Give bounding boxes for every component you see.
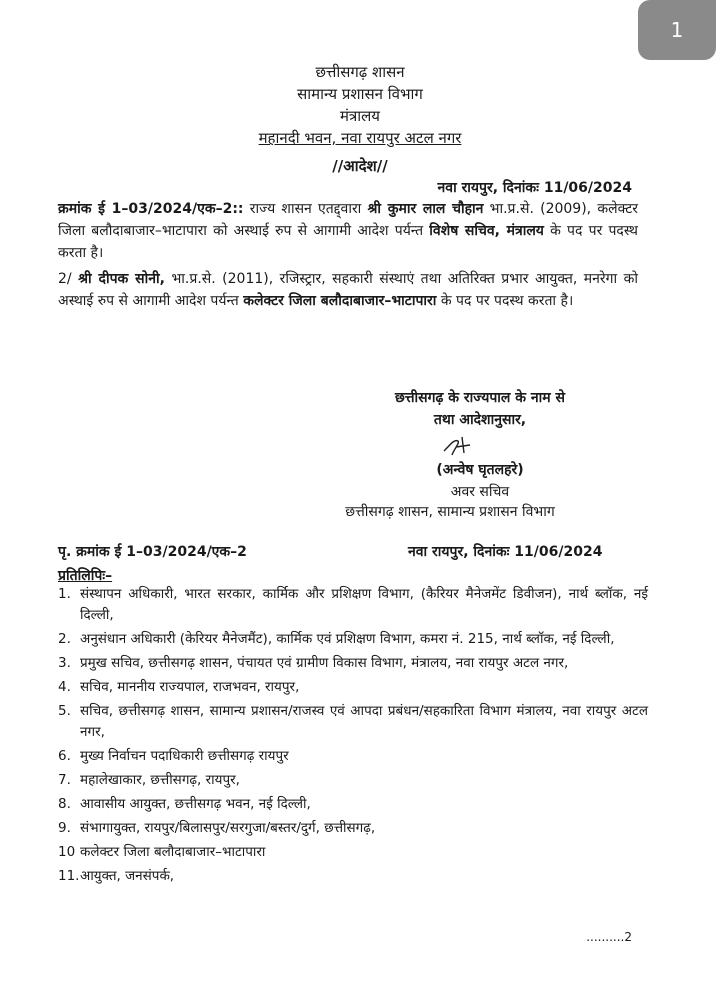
list-item-number: 8. xyxy=(58,796,71,812)
list-item xyxy=(58,701,648,743)
header-department: सामान्य प्रशासन विभाग xyxy=(297,85,423,103)
officer-name-2: श्री दीपक सोनी, xyxy=(78,271,165,287)
list-item-number: 11. xyxy=(58,868,80,884)
list-item-number: 4. xyxy=(58,679,71,695)
list-item-text: प्रमुख सचिव, छत्तीसगढ़ शासन, पंचायत एवं ग्रामीण विकास विभाग, मंत्रालय, नवा रायपुर अटल नगर, xyxy=(80,655,569,671)
list-item-number: 10 xyxy=(58,844,76,860)
para1-text-2: भा.प्र.से. (2009), कलेक्टर जिला बलौदाबाजार–भाटापारा को अस्थाई रुप से आगामी आदेश पर्यन्त xyxy=(58,201,638,239)
para2-text-2: के पद पर पदस्थ करता है। xyxy=(436,293,574,309)
order-paragraph-2 xyxy=(58,268,638,312)
copy-recipient-list xyxy=(58,584,648,890)
officer-name-1: श्री कुमार लाल चौहान xyxy=(367,201,484,217)
list-item-number: 7. xyxy=(58,772,71,788)
endorsement-place-date: नवा रायपुर, दिनांकः 11/06/2024 xyxy=(408,544,603,560)
list-item-text: आवासीय आयुक्त, छत्तीसगढ़ भवन, नई दिल्ली, xyxy=(80,796,311,812)
list-item-text: मुख्य निर्वाचन पदाधिकारी छत्तीसगढ़ रायपुर xyxy=(80,748,289,764)
list-item-text: महालेखाकार, छत्तीसगढ़, रायपुर, xyxy=(80,772,240,788)
para2-number: 2/ xyxy=(58,271,79,287)
list-item-number: 9. xyxy=(58,820,71,836)
list-item xyxy=(58,653,648,674)
list-item xyxy=(58,866,648,887)
list-item-text: आयुक्त, जनसंपर्क, xyxy=(80,868,175,884)
list-item-text: अनुसंधान अधिकारी (केरियर मैनेजमैंट), कार्मिक एवं प्रशिक्षण विभाग, कमरा नं. 215, नार्थ ब्लॉक, नई दिल्ली, xyxy=(80,631,615,647)
list-item xyxy=(58,842,648,863)
para1-text-1: राज्य शासन एतद्द्वारा xyxy=(243,201,368,217)
list-item xyxy=(58,818,648,839)
list-item-text: संस्थापन अधिकारी, भारत सरकार, कार्मिक और प्रशिक्षण विभाग, (कैरियर मैनेजमेंट डिवीजन), नार्थ ब्लॉक, नई दिल्ली, xyxy=(80,586,648,623)
posting-1: विशेष सचिव, मंत्रालय xyxy=(429,223,544,239)
page-continuation-marker: ..........2 xyxy=(586,930,632,944)
list-item xyxy=(58,746,648,767)
list-item-number: 6. xyxy=(58,748,71,764)
order-paragraph-1 xyxy=(58,198,638,264)
posting-2: कलेक्टर जिला बलौदाबाजार–भाटापारा xyxy=(243,293,437,309)
authority-line-1: छत्तीसगढ़ के राज्यपाल के नाम से xyxy=(395,390,565,406)
header-address: महानदी भवन, नवा रायपुर अटल नगर xyxy=(258,129,462,147)
list-item xyxy=(58,677,648,698)
copy-to-heading: प्रतिलिपिः– xyxy=(58,568,113,584)
header-govt: छत्तीसगढ़ शासन xyxy=(315,63,405,81)
list-item xyxy=(58,770,648,791)
para2-text-1: भा.प्र.से. (2011), रजिस्ट्रार, सहकारी संस्थाएं तथा अतिरिक्त प्रभार आयुक्त, मनरेगा को अस्थाई रुप से आगामी आदेश पर्यन्त xyxy=(58,271,638,309)
list-item-text: संभागायुक्त, रायपुर/बिलासपुर/सरगुजा/बस्तर/दुर्ग, छत्तीसगढ़, xyxy=(80,820,376,836)
list-item-number: 3. xyxy=(58,655,71,671)
order-title: //आदेश// xyxy=(332,157,388,175)
list-item-number: 2. xyxy=(58,631,71,647)
signatory-department: छत्तीसगढ़ शासन, सामान्य प्रशासन विभाग xyxy=(345,504,555,520)
signatory-designation: अवर सचिव xyxy=(450,484,510,500)
header-ministry: मंत्रालय xyxy=(339,107,380,125)
para1-text-3: के पद पर पदस्थ करता है। xyxy=(58,223,638,261)
list-item xyxy=(58,794,648,815)
list-item-text: सचिव, माननीय राज्यपाल, राजभवन, रायपुर, xyxy=(80,679,300,695)
order-place-date: नवा रायपुर, दिनांकः 11/06/2024 xyxy=(437,180,632,196)
list-item-number: 5. xyxy=(58,703,71,719)
authority-line-2: तथा आदेशानुसार, xyxy=(433,412,527,428)
signature-scribble xyxy=(440,435,480,457)
order-reference: क्रमांक ई 1–03/2024/एक–2:: xyxy=(58,201,244,217)
signatory-name: (अन्वेष घृतलहरे) xyxy=(436,462,524,478)
page-number-badge: 1 xyxy=(638,0,716,60)
endorsement-reference: पृ. क्रमांक ई 1–03/2024/एक–2 xyxy=(58,544,247,560)
list-item xyxy=(58,584,648,626)
list-item-number: 1. xyxy=(58,586,71,602)
list-item-text: कलेक्टर जिला बलौदाबाजार–भाटापारा xyxy=(80,844,266,860)
list-item xyxy=(58,629,648,650)
list-item-text: सचिव, छत्तीसगढ़ शासन, सामान्य प्रशासन/राजस्व एवं आपदा प्रबंधन/सहकारिता विभाग मंत्रालय, नवा रायपुर अटल नगर, xyxy=(80,703,648,740)
